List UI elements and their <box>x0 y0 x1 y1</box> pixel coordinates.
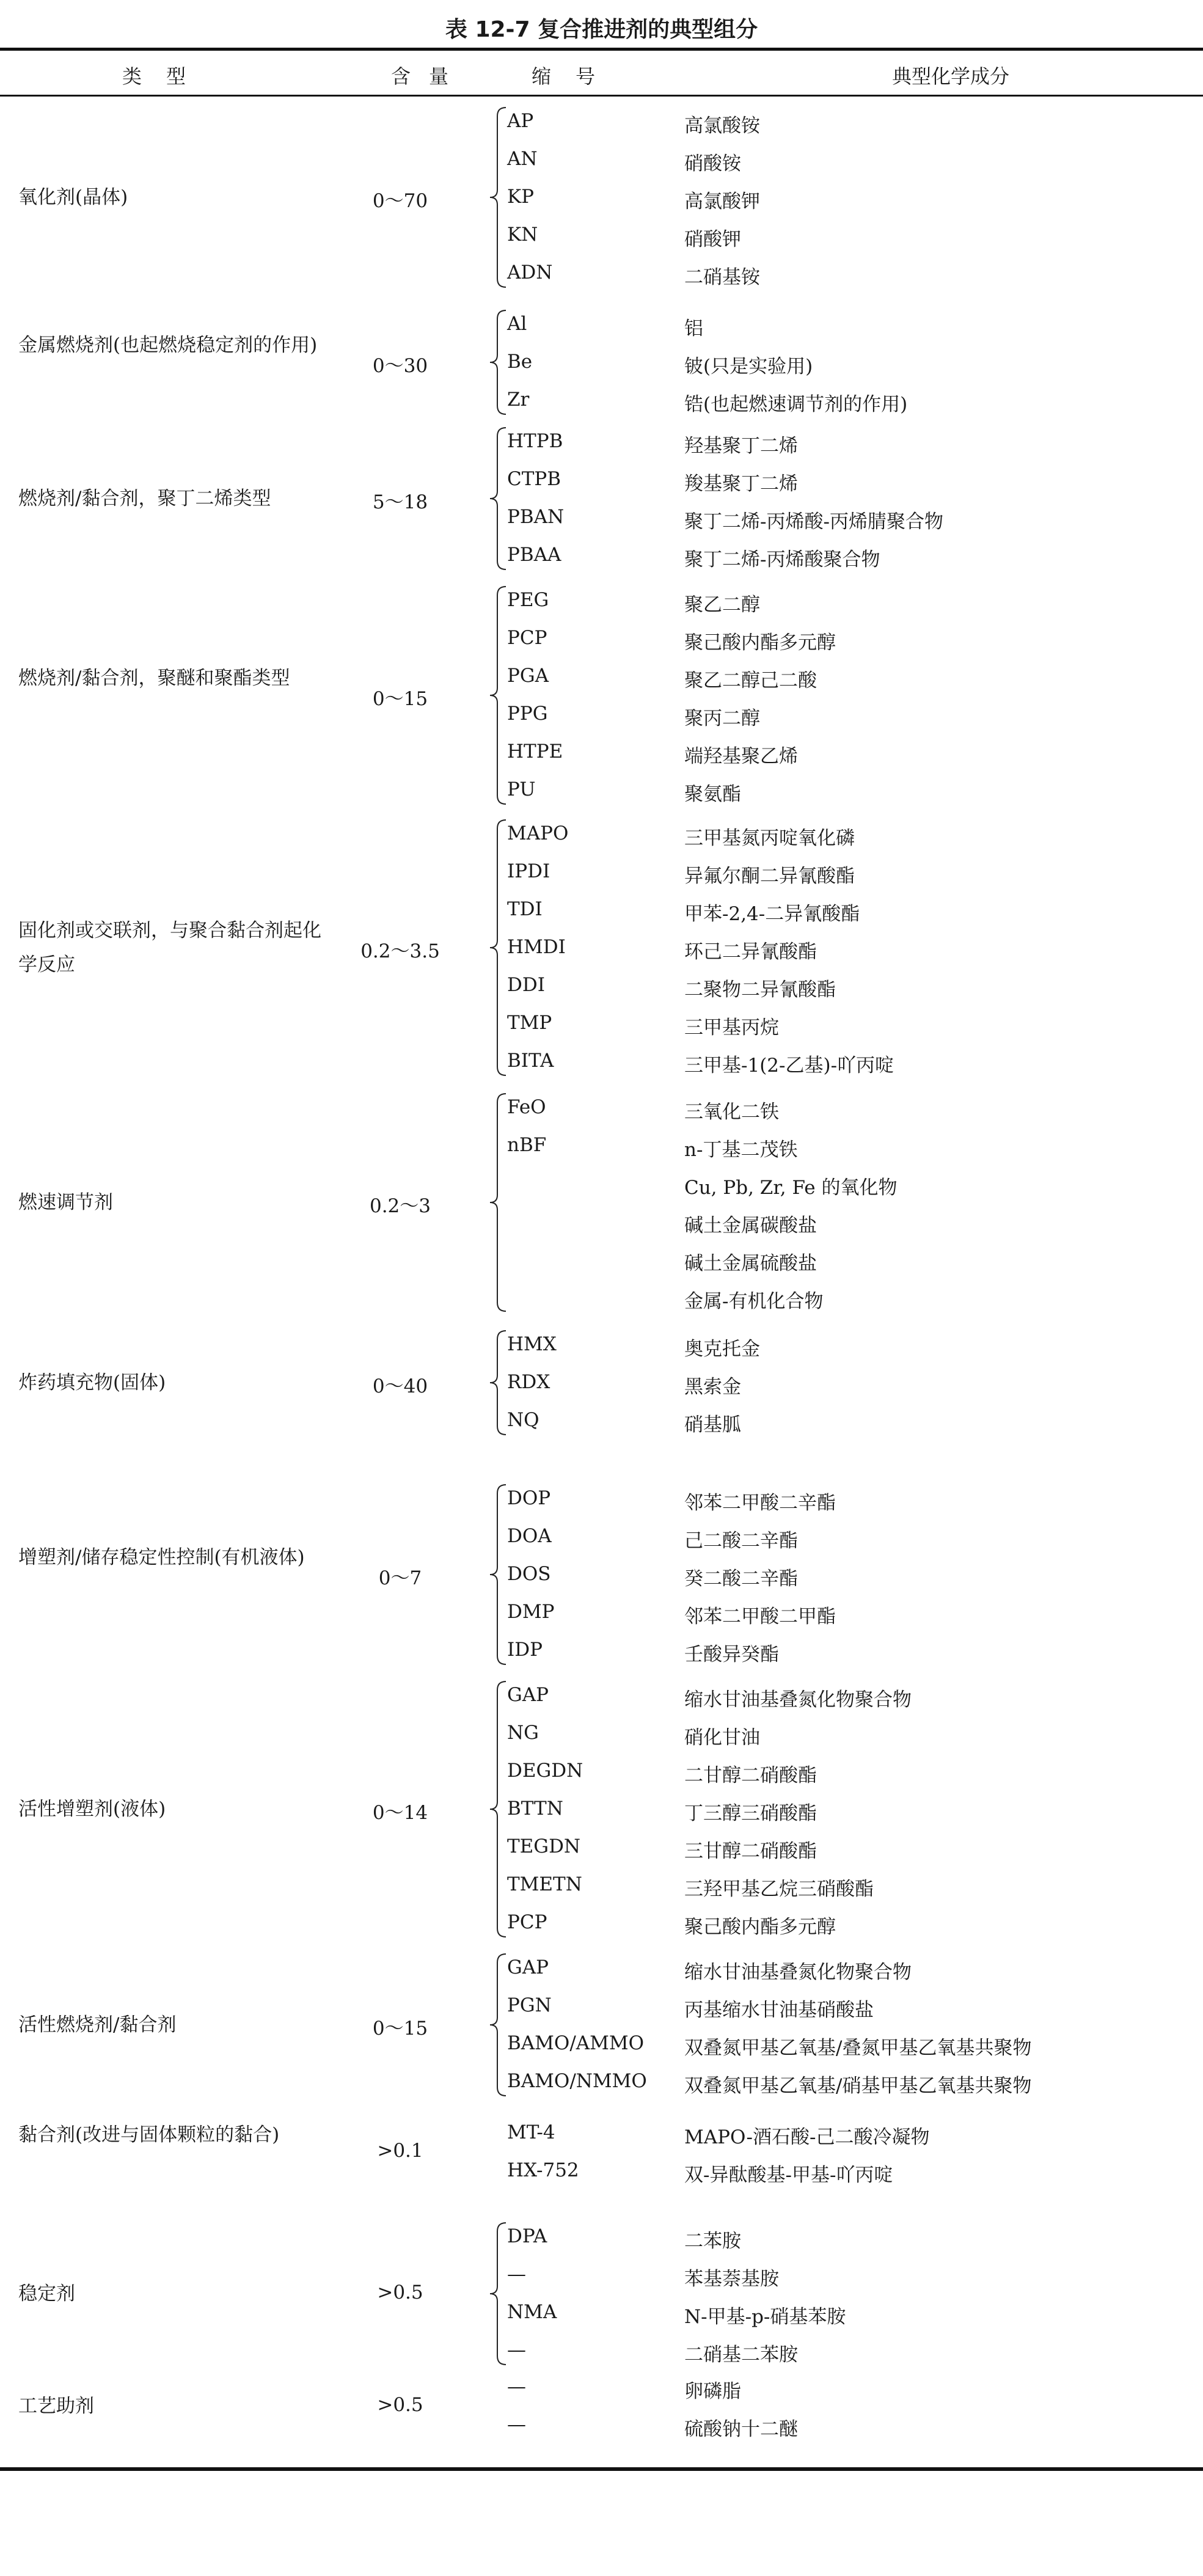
table-row <box>0 506 1203 544</box>
group-type: 燃烧剂/黏合剂，聚丁二烯类型 <box>18 488 271 510</box>
header-amount: 含量 <box>391 65 467 88</box>
group-amount: 0～15 <box>372 2018 428 2040</box>
table-row <box>0 1994 1203 2032</box>
component-composition: 羟基聚丁二烯 <box>684 435 798 457</box>
component-code: PU <box>507 778 536 800</box>
component-code: IDP <box>507 1639 543 1661</box>
component-composition: Cu, Pb, Zr, Fe 的氧化物 <box>684 1177 898 1199</box>
component-code: PGN <box>507 1994 552 2016</box>
component-code: TMETN <box>507 1873 582 1895</box>
table-row <box>0 627 1203 665</box>
component-composition: 丁三醇三硝酸酯 <box>684 1802 817 1824</box>
component-composition: 己二酸二辛酯 <box>684 1530 798 1552</box>
component-code: AP <box>507 110 534 132</box>
table-row <box>0 898 1203 936</box>
component-composition: 硝酸铵 <box>684 153 741 175</box>
component-group <box>0 306 1203 419</box>
component-code: IPDI <box>507 860 550 882</box>
table-title: 表 12-7 复合推进剂的典型组分 <box>445 17 758 42</box>
table-row <box>0 1134 1203 1172</box>
component-code: PBAA <box>507 544 561 566</box>
component-code: DPA <box>507 2225 547 2247</box>
component-code: DDI <box>507 974 545 996</box>
table-row <box>0 224 1203 262</box>
component-code: Zr <box>507 389 530 411</box>
component-group <box>0 1089 1203 1316</box>
component-composition: 羧基聚丁二烯 <box>684 473 798 495</box>
component-code: GAP <box>507 1956 549 1978</box>
table-row <box>0 2413 1203 2451</box>
bottom-rule <box>0 2467 1203 2471</box>
component-composition: 三氧化二铁 <box>684 1101 779 1123</box>
component-composition: 聚乙二醇己二酸 <box>684 670 817 692</box>
table-row <box>0 313 1203 351</box>
component-composition: 丙基缩水甘油基硝酸盐 <box>684 1999 874 2021</box>
component-composition: 黑索金 <box>684 1376 741 1398</box>
component-composition: 三甲基氮丙啶氧化磷 <box>684 827 855 849</box>
group-amount: >0.1 <box>377 2140 423 2162</box>
group-type: 活性燃烧剂/黏合剂 <box>18 2014 177 2036</box>
group-type: 氧化剂(晶体) <box>18 186 128 208</box>
table-row <box>0 1525 1203 1563</box>
table-row <box>0 148 1203 186</box>
component-code: PCP <box>507 1911 547 1933</box>
group-amount: 0.2～3 <box>369 1195 431 1217</box>
component-composition: 聚乙二醇 <box>684 594 760 616</box>
table-row <box>0 589 1203 627</box>
component-code: FeO <box>507 1096 546 1118</box>
component-code: HMX <box>507 1333 557 1355</box>
table-row <box>0 1956 1203 1994</box>
table-row <box>0 2301 1203 2339</box>
component-composition: 碱土金属碳酸盐 <box>684 1215 817 1237</box>
component-composition: 锆(也起燃速调节剂的作用) <box>684 393 908 415</box>
table-row <box>0 1639 1203 1677</box>
group-amount: >0.5 <box>377 2281 423 2303</box>
component-code: DEGDN <box>507 1760 583 1782</box>
table-row <box>0 1722 1203 1760</box>
component-composition: 双叠氮甲基乙氧基/叠氮甲基乙氧基共聚物 <box>684 2037 1032 2059</box>
component-code: HMDI <box>507 936 566 958</box>
component-composition: 聚氨酯 <box>684 783 741 805</box>
component-composition: 邻苯二甲酸二甲酯 <box>684 1606 836 1628</box>
table-row <box>0 1050 1203 1088</box>
component-composition: 双-异酞酸基-甲基-吖丙啶 <box>684 2164 893 2186</box>
group-type: 工艺助剂 <box>18 2395 94 2417</box>
component-code: AN <box>507 148 538 170</box>
group-amount: 0～14 <box>372 1802 428 1824</box>
component-composition: 二甘醇二硝酸酯 <box>684 1765 817 1787</box>
component-group <box>0 103 1203 292</box>
table-row <box>0 110 1203 148</box>
component-code: BITA <box>507 1050 554 1072</box>
table-row <box>0 1409 1203 1447</box>
header-code: 缩号 <box>532 65 620 88</box>
component-composition: 缩水甘油基叠氮化物聚合物 <box>684 1689 912 1711</box>
component-composition: 苯基萘基胺 <box>684 2268 779 2290</box>
table-row <box>0 974 1203 1012</box>
table-row <box>0 430 1203 468</box>
component-code: DOP <box>507 1487 551 1509</box>
component-code: — <box>507 2263 526 2285</box>
group-type: 固化剂或交联剂，与聚合黏合剂起化学反应 <box>18 920 321 976</box>
component-composition: 三羟甲基乙烷三硝酸酯 <box>684 1878 874 1900</box>
component-composition: 卵磷脂 <box>684 2380 741 2402</box>
component-composition: 高氯酸铵 <box>684 115 760 137</box>
component-composition: 三甲基丙烷 <box>684 1017 779 1039</box>
component-composition: 聚己酸内酯多元醇 <box>684 1916 836 1938</box>
component-code: BTTN <box>507 1798 563 1820</box>
table-row <box>0 1760 1203 1798</box>
group-amount: 0～7 <box>378 1567 422 1589</box>
header-composition: 典型化学成分 <box>892 65 1010 88</box>
group-type: 燃速调节剂 <box>18 1191 113 1213</box>
table-row <box>0 1286 1203 1323</box>
component-code: TMP <box>507 1012 552 1034</box>
component-composition: 碱土金属硫酸盐 <box>684 1253 817 1275</box>
table-row <box>0 2376 1203 2413</box>
component-composition: 二苯胺 <box>684 2230 741 2252</box>
group-amount: 5～18 <box>372 491 428 513</box>
group-amount: 0～70 <box>372 190 428 212</box>
table-row <box>0 741 1203 778</box>
table-row <box>0 544 1203 582</box>
component-composition: 二聚物二异氰酸酯 <box>684 979 836 1001</box>
component-composition: 铍(只是实验用) <box>684 356 813 378</box>
component-composition: 高氯酸钾 <box>684 191 760 213</box>
component-composition: 癸二酸二辛酯 <box>684 1568 798 1590</box>
component-code: HX-752 <box>507 2159 579 2181</box>
table-row <box>0 2225 1203 2263</box>
component-composition: 邻苯二甲酸二辛酯 <box>684 1492 836 1514</box>
table-row <box>0 2121 1203 2159</box>
component-code: HTPB <box>507 430 563 452</box>
component-code: RDX <box>507 1371 550 1393</box>
component-composition: 硝基胍 <box>684 1414 741 1436</box>
component-code: Be <box>507 351 533 373</box>
component-code: — <box>507 2376 526 2398</box>
table-row <box>0 2159 1203 2197</box>
component-code: ADN <box>507 262 553 284</box>
table-row <box>0 186 1203 224</box>
group-type: 黏合剂(改进与固体颗粒的黏合) <box>18 2124 280 2146</box>
table-row <box>0 1563 1203 1601</box>
component-code: — <box>507 2339 526 2361</box>
component-group <box>0 1480 1203 1669</box>
table-row <box>0 262 1203 299</box>
table-row <box>0 1012 1203 1050</box>
component-composition: MAPO-酒石酸-己二酸冷凝物 <box>684 2126 930 2148</box>
component-composition: 硝化甘油 <box>684 1727 760 1749</box>
table-row <box>0 1210 1203 1248</box>
table-row <box>0 1601 1203 1639</box>
component-group <box>0 2114 1203 2190</box>
group-amount: >0.5 <box>377 2394 423 2416</box>
component-composition: 硫酸钠十二醚 <box>684 2418 798 2440</box>
table-row <box>0 1684 1203 1722</box>
component-code: TDI <box>507 898 543 920</box>
table-row <box>0 665 1203 703</box>
component-code: KP <box>507 186 535 208</box>
component-composition: 二硝基铵 <box>684 266 760 288</box>
group-type: 金属燃烧剂(也起燃烧稳定剂的作用) <box>18 334 318 356</box>
component-group <box>0 2218 1203 2369</box>
component-code: NQ <box>507 1409 539 1431</box>
component-code: HTPE <box>507 741 563 763</box>
component-group <box>0 582 1203 809</box>
group-type: 稳定剂 <box>18 2283 75 2305</box>
component-code: PCP <box>507 627 547 649</box>
table-row <box>0 2070 1203 2108</box>
component-code: Al <box>507 313 527 335</box>
component-composition: 奥克托金 <box>684 1338 760 1360</box>
component-composition: 三甘醇二硝酸酯 <box>684 1840 817 1862</box>
group-amount: 0.2～3.5 <box>360 940 440 962</box>
table-row <box>0 389 1203 426</box>
component-group <box>0 1677 1203 1942</box>
component-code: MT-4 <box>507 2121 555 2143</box>
group-amount: 0～30 <box>372 355 428 377</box>
component-composition: 端羟基聚乙烯 <box>684 745 798 767</box>
component-composition: 环己二异氰酸酯 <box>684 941 817 963</box>
component-code: BAMO/NMMO <box>507 2070 647 2092</box>
component-code: DOA <box>507 1525 552 1547</box>
table-row <box>0 2263 1203 2301</box>
component-code: TEGDN <box>507 1835 581 1857</box>
header-type: 类型 <box>122 65 211 88</box>
table-row <box>0 1172 1203 1210</box>
component-code: CTPB <box>507 468 561 490</box>
table-row <box>0 1873 1203 1911</box>
component-composition: 异氟尔酮二异氰酸酯 <box>684 865 855 887</box>
component-code: PBAN <box>507 506 565 528</box>
table-row <box>0 351 1203 389</box>
table-row <box>0 2032 1203 2070</box>
component-code: NG <box>507 1722 539 1744</box>
component-group <box>0 1949 1203 2101</box>
table-row <box>0 1333 1203 1371</box>
table-row <box>0 1835 1203 1873</box>
component-composition: 双叠氮甲基乙氧基/硝基甲基乙氧基共聚物 <box>684 2075 1032 2097</box>
component-composition: n-丁基二茂铁 <box>684 1139 798 1161</box>
component-code: PEG <box>507 589 549 611</box>
component-group <box>0 423 1203 574</box>
component-group <box>0 2368 1203 2444</box>
component-code: GAP <box>507 1684 549 1706</box>
component-code: DMP <box>507 1601 555 1623</box>
component-code: NMA <box>507 2301 557 2323</box>
component-group <box>0 1326 1203 1440</box>
group-type: 炸药填充物(固体) <box>18 1372 166 1394</box>
table-row <box>0 1248 1203 1286</box>
table-row <box>0 778 1203 816</box>
component-code: PGA <box>507 665 549 687</box>
component-composition: 壬酸异癸酯 <box>684 1644 779 1666</box>
component-composition: 聚丁二烯-丙烯酸-丙烯腈聚合物 <box>684 511 943 533</box>
component-composition: 金属-有机化合物 <box>684 1290 824 1312</box>
component-code: BAMO/AMMO <box>507 2032 645 2054</box>
component-composition: 聚丁二烯-丙烯酸聚合物 <box>684 549 880 571</box>
group-type: 增塑剂/储存稳定性控制(有机液体) <box>18 1546 305 1568</box>
table-row <box>0 1798 1203 1835</box>
group-type: 活性增塑剂(液体) <box>18 1798 166 1820</box>
component-code: MAPO <box>507 822 569 844</box>
table-row <box>0 1096 1203 1134</box>
component-composition: 聚丙二醇 <box>684 708 760 730</box>
component-group <box>0 815 1203 1080</box>
table-row <box>0 1911 1203 1949</box>
component-composition: 缩水甘油基叠氮化物聚合物 <box>684 1961 912 1983</box>
component-composition: 铝 <box>684 318 703 340</box>
component-code: PPG <box>507 703 548 725</box>
component-code: — <box>507 2413 526 2435</box>
group-type: 燃烧剂/黏合剂，聚醚和聚酯类型 <box>18 667 290 689</box>
component-composition: 二硝基二苯胺 <box>684 2344 798 2366</box>
component-code: nBF <box>507 1134 547 1156</box>
component-composition: 硝酸钾 <box>684 229 741 251</box>
table-row <box>0 703 1203 741</box>
top-rule <box>0 48 1203 51</box>
table-row <box>0 1487 1203 1525</box>
table-row <box>0 1371 1203 1409</box>
table-row <box>0 468 1203 506</box>
table-row <box>0 822 1203 860</box>
component-composition: 聚己酸内酯多元醇 <box>684 632 836 654</box>
component-composition: 甲苯-2,4-二异氰酸酯 <box>684 903 860 925</box>
component-code: KN <box>507 224 538 246</box>
header-rule <box>0 95 1203 97</box>
table-row <box>0 936 1203 974</box>
table-row <box>0 860 1203 898</box>
component-composition: 三甲基-1(2-乙基)-吖丙啶 <box>684 1055 894 1077</box>
component-code: DOS <box>507 1563 551 1585</box>
group-amount: 0～40 <box>372 1375 428 1397</box>
component-composition: N-甲基-p-硝基苯胺 <box>684 2306 846 2328</box>
group-amount: 0～15 <box>372 688 428 710</box>
